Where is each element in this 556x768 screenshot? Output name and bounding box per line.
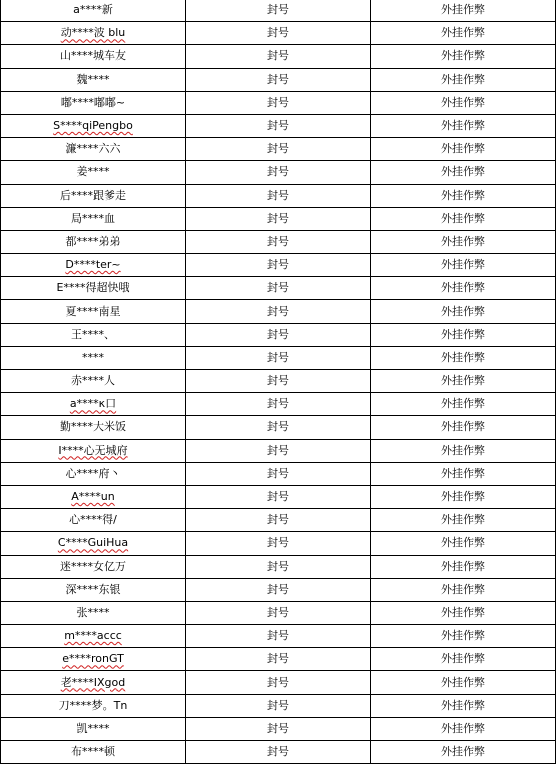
table-row: [1, 532, 556, 555]
reason-cell: [371, 555, 556, 578]
player-name-cell: [1, 509, 186, 532]
reason-cell-text: 外挂作弊: [441, 327, 485, 341]
table-row: [1, 22, 556, 45]
reason-cell: [371, 300, 556, 323]
table-row: [1, 207, 556, 230]
player-name-cell: [1, 601, 186, 624]
reason-cell-text: 外挂作弊: [441, 420, 485, 434]
penalty-cell-text: 封号: [267, 72, 289, 86]
reason-cell-text: 外挂作弊: [441, 281, 485, 295]
penalty-cell: [186, 532, 371, 555]
table-row: [1, 601, 556, 624]
reason-cell-text: 外挂作弊: [441, 211, 485, 225]
penalty-cell-text: 封号: [267, 281, 289, 295]
reason-cell-text: 外挂作弊: [441, 698, 485, 712]
penalty-cell-text: 封号: [267, 211, 289, 225]
reason-cell-text: 外挂作弊: [441, 142, 485, 156]
penalty-cell-text: 封号: [267, 234, 289, 248]
penalty-cell: [186, 509, 371, 532]
penalty-cell: [186, 0, 371, 22]
penalty-cell: [186, 578, 371, 601]
player-name-cell: [1, 648, 186, 671]
penalty-cell-text: 封号: [267, 327, 289, 341]
player-name-cell: [1, 625, 186, 648]
reason-cell-text: 外挂作弊: [441, 26, 485, 40]
reason-cell-text: 外挂作弊: [441, 119, 485, 133]
player-name-cell: [1, 138, 186, 161]
player-name-cell: [1, 230, 186, 253]
player-name-cell: [1, 184, 186, 207]
table-row: [1, 671, 556, 694]
reason-cell-text: 外挂作弊: [441, 652, 485, 666]
table-row: [1, 439, 556, 462]
reason-cell: [371, 346, 556, 369]
penalty-cell: [186, 138, 371, 161]
reason-cell-text: 外挂作弊: [441, 721, 485, 735]
penalty-cell-text: 封号: [267, 698, 289, 712]
player-name-cell-text: 嘟****嘟嘟~: [60, 95, 126, 109]
penalty-cell-text: 封号: [267, 582, 289, 596]
player-name-cell: [1, 277, 186, 300]
reason-cell-text: 外挂作弊: [441, 3, 485, 17]
reason-cell-text: 外挂作弊: [441, 350, 485, 364]
table-row: [1, 462, 556, 485]
reason-cell: [371, 648, 556, 671]
table-row: [1, 741, 556, 764]
reason-cell-text: 外挂作弊: [441, 374, 485, 388]
reason-cell: [371, 161, 556, 184]
player-name-cell-text: 深****东银: [65, 582, 121, 596]
table-row: [1, 138, 556, 161]
reason-cell: [371, 741, 556, 764]
player-name-cell: [1, 346, 186, 369]
table-row: [1, 346, 556, 369]
penalty-cell-text: 封号: [267, 119, 289, 133]
reason-cell: [371, 485, 556, 508]
penalty-cell-text: 封号: [267, 605, 289, 619]
reason-cell: [371, 393, 556, 416]
player-name-cell-text: a****κ口: [69, 397, 117, 411]
penalty-cell-text: 封号: [267, 536, 289, 550]
player-name-cell-text: 布****顿: [71, 745, 115, 759]
penalty-cell: [186, 485, 371, 508]
penalty-cell-text: 封号: [267, 559, 289, 573]
player-name-cell-text: e****ronGT: [62, 652, 124, 666]
table-row: [1, 370, 556, 393]
penalty-cell-text: 封号: [267, 397, 289, 411]
penalty-cell: [186, 439, 371, 462]
penalty-cell: [186, 694, 371, 717]
player-name-cell: [1, 717, 186, 740]
penalty-cell-text: 封号: [267, 350, 289, 364]
penalty-cell-text: 封号: [267, 95, 289, 109]
reason-cell: [371, 91, 556, 114]
player-name-cell: [1, 22, 186, 45]
reason-cell-text: 外挂作弊: [441, 304, 485, 318]
reason-cell: [371, 717, 556, 740]
penalty-cell: [186, 741, 371, 764]
penalty-cell: [186, 462, 371, 485]
reason-cell: [371, 68, 556, 91]
penalty-cell-text: 封号: [267, 420, 289, 434]
penalty-cell: [186, 717, 371, 740]
reason-cell: [371, 601, 556, 624]
penalty-cell: [186, 370, 371, 393]
table-row: [1, 717, 556, 740]
reason-cell: [371, 207, 556, 230]
ban-list-body: [1, 0, 556, 764]
player-name-cell-text: 赤****人: [71, 374, 115, 388]
penalty-cell-text: 封号: [267, 142, 289, 156]
table-row: [1, 694, 556, 717]
reason-cell: [371, 0, 556, 22]
penalty-cell: [186, 230, 371, 253]
penalty-cell: [186, 91, 371, 114]
player-name-cell-text: 张****: [76, 605, 110, 619]
penalty-cell: [186, 68, 371, 91]
player-name-cell-text: 勤****大米饭: [60, 420, 126, 434]
penalty-cell-text: 封号: [267, 629, 289, 643]
player-name-cell: [1, 741, 186, 764]
player-name-cell-text: ****: [82, 350, 104, 364]
player-name-cell: [1, 45, 186, 68]
reason-cell: [371, 532, 556, 555]
reason-cell-text: 外挂作弊: [441, 165, 485, 179]
reason-cell: [371, 578, 556, 601]
reason-cell-text: 外挂作弊: [441, 675, 485, 689]
penalty-cell: [186, 207, 371, 230]
reason-cell-text: 外挂作弊: [441, 513, 485, 527]
penalty-cell: [186, 45, 371, 68]
penalty-cell: [186, 671, 371, 694]
player-name-cell: [1, 462, 186, 485]
player-name-cell: [1, 254, 186, 277]
reason-cell: [371, 625, 556, 648]
penalty-cell-text: 封号: [267, 675, 289, 689]
table-row: [1, 578, 556, 601]
player-name-cell: [1, 416, 186, 439]
reason-cell: [371, 230, 556, 253]
player-name-cell-text: 迷****女亿万: [60, 559, 126, 573]
reason-cell-text: 外挂作弊: [441, 188, 485, 202]
penalty-cell: [186, 300, 371, 323]
player-name-cell: [1, 393, 186, 416]
player-name-cell-text: 后****跟爹走: [60, 188, 126, 202]
reason-cell-text: 外挂作弊: [441, 582, 485, 596]
reason-cell-text: 外挂作弊: [441, 234, 485, 248]
player-name-cell-text: D****ter~: [65, 258, 121, 272]
player-name-cell-text: A****un: [71, 490, 115, 504]
penalty-cell-text: 封号: [267, 745, 289, 759]
player-name-cell-text: 动****波 blu: [60, 26, 126, 40]
player-name-cell: [1, 300, 186, 323]
penalty-cell-text: 封号: [267, 26, 289, 40]
table-row: [1, 230, 556, 253]
penalty-cell-text: 封号: [267, 652, 289, 666]
penalty-cell: [186, 254, 371, 277]
table-row: [1, 114, 556, 137]
penalty-cell: [186, 555, 371, 578]
reason-cell: [371, 671, 556, 694]
table-row: [1, 184, 556, 207]
player-name-cell-text: 局****血: [71, 211, 115, 225]
reason-cell-text: 外挂作弊: [441, 49, 485, 63]
reason-cell: [371, 184, 556, 207]
reason-cell-text: 外挂作弊: [441, 745, 485, 759]
reason-cell: [371, 416, 556, 439]
table-row: [1, 45, 556, 68]
table-row: [1, 323, 556, 346]
table-row: [1, 416, 556, 439]
table-row: [1, 68, 556, 91]
player-name-cell: [1, 114, 186, 137]
reason-cell: [371, 114, 556, 137]
reason-cell: [371, 694, 556, 717]
player-name-cell-text: 都****弟弟: [65, 234, 121, 248]
player-name-cell: [1, 555, 186, 578]
penalty-cell-text: 封号: [267, 721, 289, 735]
player-name-cell: [1, 91, 186, 114]
player-name-cell: [1, 370, 186, 393]
reason-cell: [371, 509, 556, 532]
penalty-cell: [186, 601, 371, 624]
reason-cell: [371, 138, 556, 161]
table-row: [1, 509, 556, 532]
player-name-cell-text: 心****得/: [69, 513, 117, 527]
penalty-cell: [186, 346, 371, 369]
player-name-cell-text: 姜****: [76, 165, 110, 179]
reason-cell-text: 外挂作弊: [441, 72, 485, 86]
penalty-cell-text: 封号: [267, 258, 289, 272]
player-name-cell-text: 夏****南星: [65, 304, 121, 318]
table-row: [1, 161, 556, 184]
player-name-cell-text: S****qiPengbo: [53, 119, 133, 133]
table-row: [1, 277, 556, 300]
player-name-cell-text: m****accc: [64, 629, 122, 643]
reason-cell-text: 外挂作弊: [441, 258, 485, 272]
table-row: [1, 91, 556, 114]
player-name-cell-text: 山****城车友: [60, 49, 126, 63]
table-row: [1, 300, 556, 323]
penalty-cell: [186, 416, 371, 439]
player-name-cell: [1, 0, 186, 22]
player-name-cell: [1, 323, 186, 346]
penalty-cell: [186, 161, 371, 184]
penalty-cell-text: 封号: [267, 513, 289, 527]
player-name-cell: [1, 439, 186, 462]
player-name-cell: [1, 532, 186, 555]
penalty-cell-text: 封号: [267, 165, 289, 179]
reason-cell-text: 外挂作弊: [441, 466, 485, 480]
reason-cell-text: 外挂作弊: [441, 95, 485, 109]
penalty-cell-text: 封号: [267, 188, 289, 202]
player-name-cell: [1, 161, 186, 184]
reason-cell: [371, 254, 556, 277]
penalty-cell: [186, 184, 371, 207]
penalty-cell-text: 封号: [267, 374, 289, 388]
player-name-cell-text: E****得超快哦: [56, 281, 130, 295]
player-name-cell-text: 濂****六六: [65, 142, 121, 156]
penalty-cell-text: 封号: [267, 3, 289, 17]
table-row: [1, 555, 556, 578]
player-name-cell-text: 王****、: [71, 327, 115, 341]
table-row: [1, 625, 556, 648]
reason-cell: [371, 277, 556, 300]
player-name-cell-text: 凯****: [76, 721, 110, 735]
player-name-cell: [1, 694, 186, 717]
table-row: [1, 0, 556, 22]
penalty-cell: [186, 625, 371, 648]
player-name-cell: [1, 207, 186, 230]
table-row: [1, 254, 556, 277]
player-name-cell: [1, 578, 186, 601]
reason-cell-text: 外挂作弊: [441, 536, 485, 550]
penalty-cell-text: 封号: [267, 490, 289, 504]
player-name-cell-text: 刀****梦。Tn: [58, 698, 128, 712]
penalty-cell: [186, 22, 371, 45]
penalty-cell-text: 封号: [267, 466, 289, 480]
table-row: [1, 485, 556, 508]
penalty-cell: [186, 323, 371, 346]
reason-cell: [371, 439, 556, 462]
reason-cell: [371, 45, 556, 68]
reason-cell: [371, 22, 556, 45]
player-name-cell-text: a****新: [73, 3, 113, 17]
penalty-cell-text: 封号: [267, 49, 289, 63]
table-row: [1, 393, 556, 416]
player-name-cell-text: 魏****: [76, 72, 110, 86]
player-name-cell-text: 老****IXgod: [60, 675, 126, 689]
reason-cell-text: 外挂作弊: [441, 490, 485, 504]
player-name-cell: [1, 671, 186, 694]
reason-cell: [371, 462, 556, 485]
penalty-cell: [186, 114, 371, 137]
penalty-cell-text: 封号: [267, 304, 289, 318]
reason-cell-text: 外挂作弊: [441, 443, 485, 457]
table-row: [1, 648, 556, 671]
reason-cell-text: 外挂作弊: [441, 397, 485, 411]
player-name-cell: [1, 485, 186, 508]
reason-cell: [371, 370, 556, 393]
player-name-cell-text: I****心无城府: [58, 443, 128, 457]
player-name-cell-text: C****GuiHua: [57, 536, 129, 550]
reason-cell-text: 外挂作弊: [441, 629, 485, 643]
penalty-cell: [186, 393, 371, 416]
player-name-cell: [1, 68, 186, 91]
penalty-cell: [186, 277, 371, 300]
reason-cell: [371, 323, 556, 346]
penalty-cell-text: 封号: [267, 443, 289, 457]
penalty-cell: [186, 648, 371, 671]
reason-cell-text: 外挂作弊: [441, 605, 485, 619]
reason-cell-text: 外挂作弊: [441, 559, 485, 573]
player-name-cell-text: 心****府丶: [65, 466, 121, 480]
